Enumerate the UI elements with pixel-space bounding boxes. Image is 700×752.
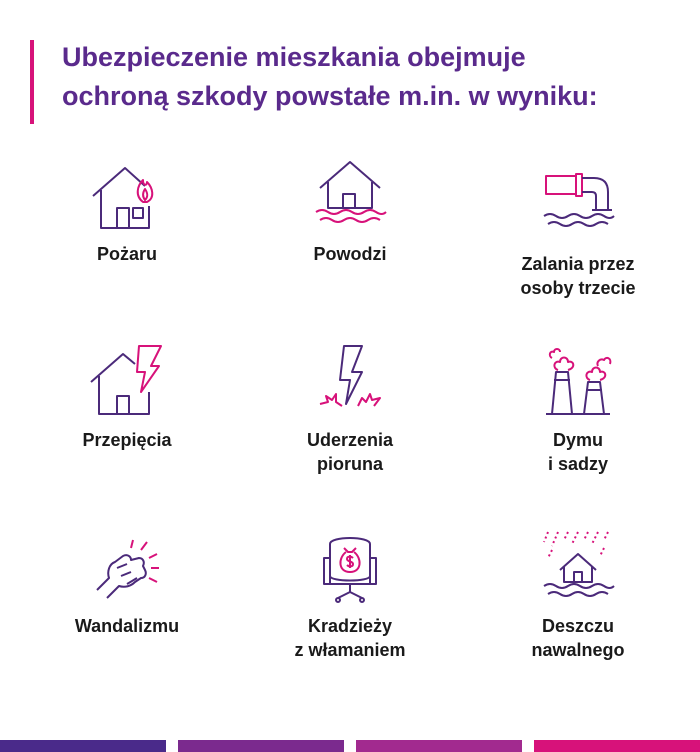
factory-smoke-icon	[538, 342, 618, 422]
footer-stripe-1	[0, 740, 166, 752]
item-label-line-1: Deszczu	[541, 616, 615, 636]
item-label: Wandalizmu	[74, 616, 180, 636]
item-label-line-2: osoby trzecie	[520, 278, 636, 298]
item-label: Pożaru	[96, 244, 157, 264]
coverage-item-fire	[32, 156, 222, 266]
coverage-item-flood	[255, 156, 445, 266]
pipe-leak-icon	[538, 166, 618, 246]
footer-stripe-2	[178, 740, 344, 752]
coverage-item-smoke	[483, 342, 673, 476]
fist-icon	[87, 528, 167, 608]
item-label-line-2: nawalnego	[531, 640, 625, 660]
footer-color-stripes	[0, 740, 700, 752]
item-label-line-1: Zalania przez	[521, 254, 635, 274]
house-fire-icon	[87, 156, 167, 236]
footer-stripe-4	[534, 740, 700, 752]
item-label-line-2: i sadzy	[547, 454, 609, 474]
title-line-2: ochroną szkody powstałe m.in. w wyniku:	[62, 81, 598, 111]
lightning-icon	[310, 342, 390, 422]
item-label: Przepięcia	[82, 430, 172, 450]
coverage-item-lightning	[255, 342, 445, 476]
coverage-item-burglary	[255, 528, 445, 662]
title-line-1: Ubezpieczenie mieszkania obejmuje	[62, 42, 526, 72]
coverage-item-heavy-rain	[483, 528, 673, 662]
item-label-line-2: pioruna	[317, 454, 383, 474]
coverage-item-water-damage	[483, 166, 673, 300]
item-label-line-2: z włamaniem	[294, 640, 406, 660]
house-rain-icon	[538, 528, 618, 608]
house-power-surge-icon	[87, 342, 167, 422]
item-label-line-1: Dymu	[552, 430, 603, 450]
safe-money-icon	[310, 528, 390, 608]
coverage-item-power-surge	[32, 342, 222, 452]
house-flood-icon	[310, 156, 390, 236]
item-label: Powodzi	[313, 244, 387, 264]
footer-stripe-3	[356, 740, 522, 752]
item-label-line-1: Kradzieży	[307, 616, 393, 636]
coverage-item-vandalism	[32, 528, 222, 638]
item-label-line-1: Uderzenia	[306, 430, 394, 450]
